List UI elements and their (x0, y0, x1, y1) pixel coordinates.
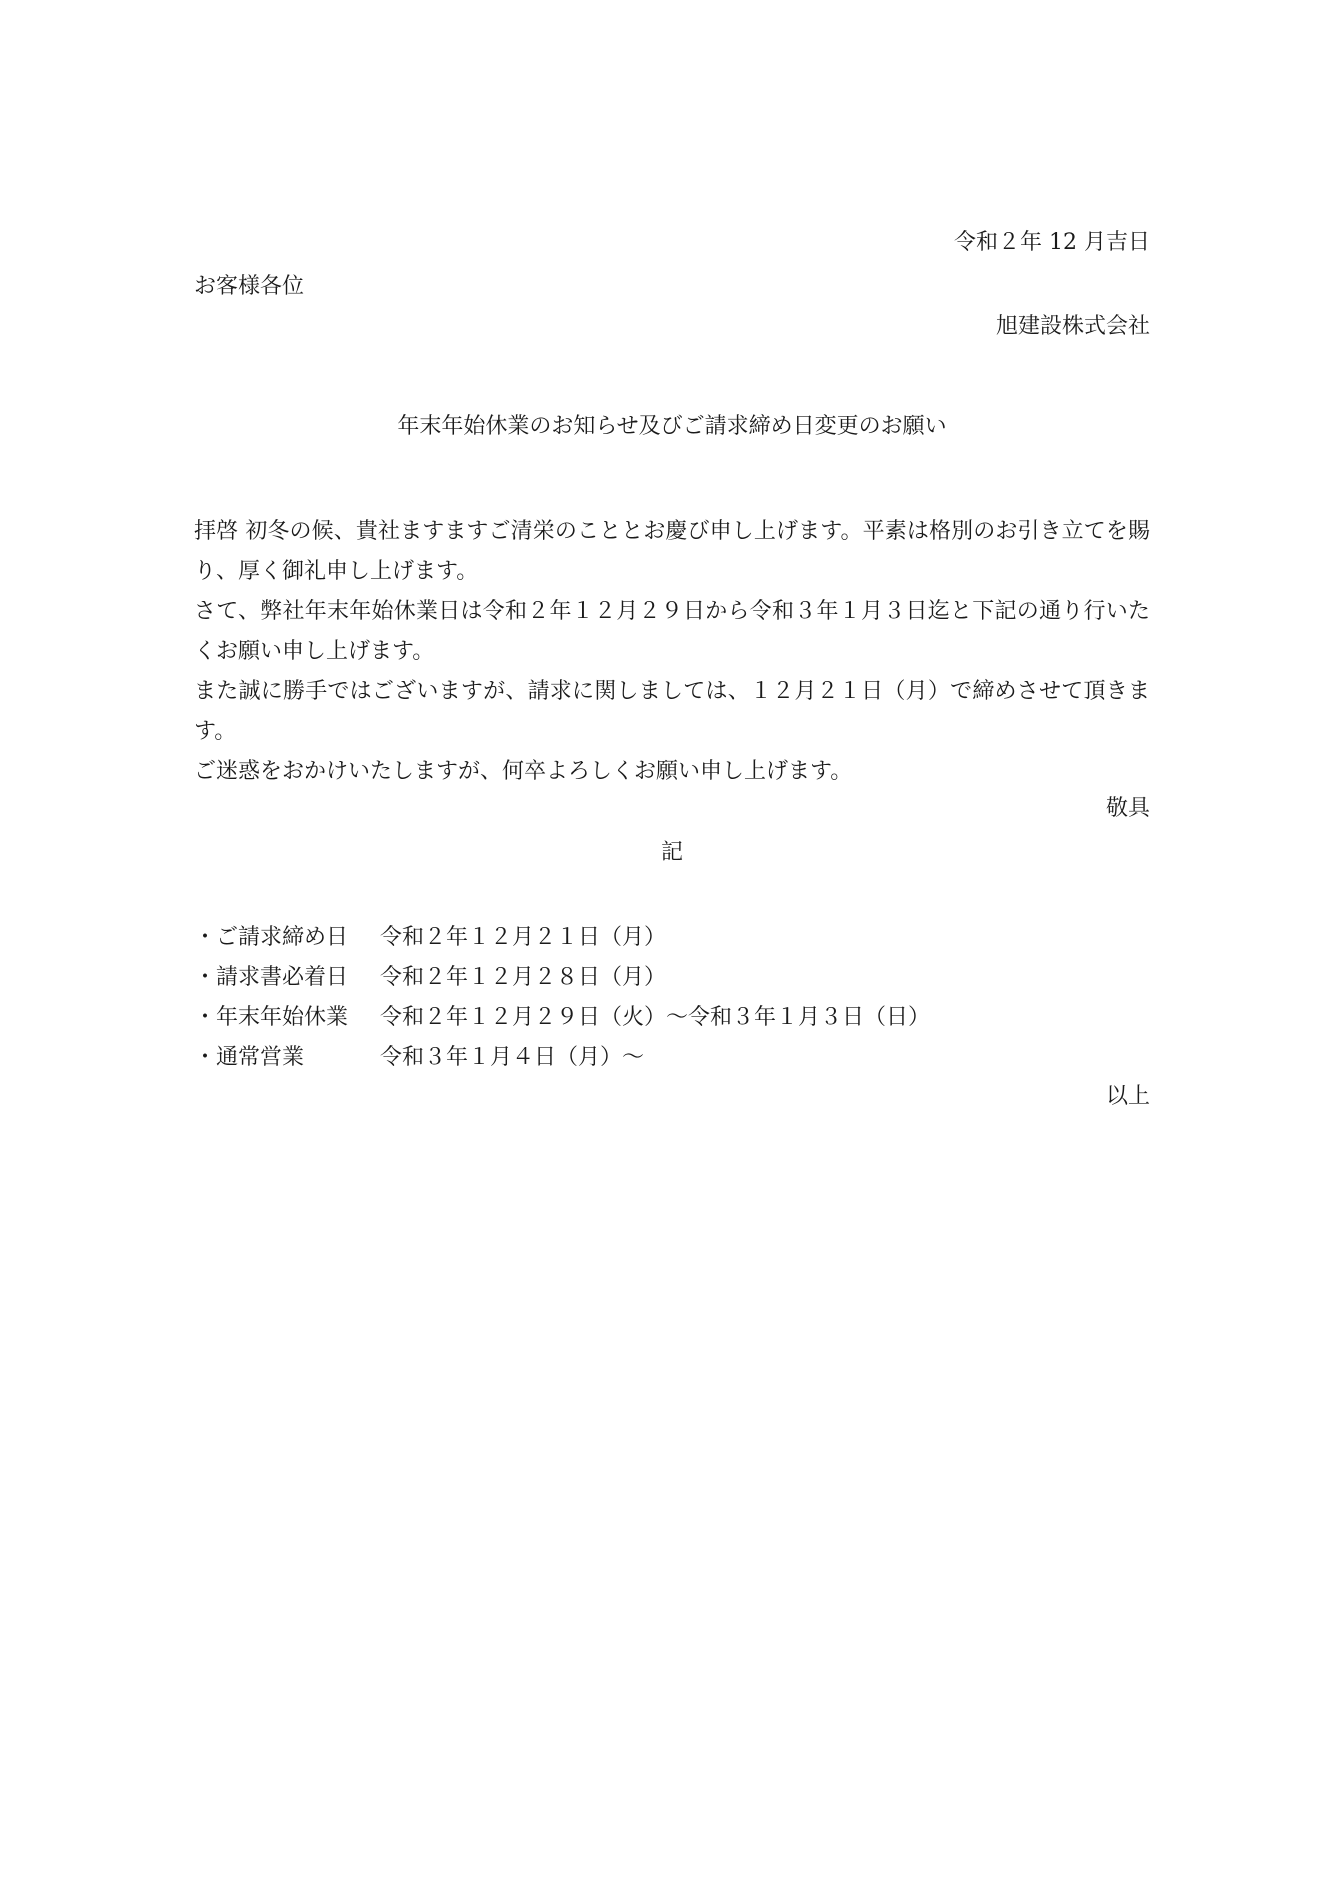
sender-company: 旭建設株式会社 (995, 314, 1150, 339)
item-label: ・請求書必着日 (194, 965, 349, 990)
closing-keigu: 敬具 (1105, 796, 1150, 821)
item-label: ・ご請求締め日 (194, 925, 349, 950)
notes-heading: 記 (660, 840, 683, 865)
recipient: お客様各位 (194, 274, 305, 299)
item-value: 令和３年１月４日（月）〜 (380, 1045, 645, 1070)
body-paragraph: また誠に勝手ではございますが、請求に関しましては、１２月２１日（月）で締めさせて頂きます。 (194, 679, 1150, 744)
item-value: 令和２年１２月２８日（月） (380, 965, 667, 990)
item-value: 令和２年１２月２９日（火）〜令和３年１月３日（日） (380, 1005, 931, 1030)
list-item (194, 1038, 1150, 1078)
notes-list (194, 918, 1150, 1078)
list-item (194, 958, 1150, 998)
item-label: ・通常営業 (194, 1045, 305, 1070)
body-paragraph: さて、弊社年末年始休業日は令和２年１２月２９日から令和３年１月３日迄と下記の通り行いたくお願い申し上げます。 (194, 599, 1150, 664)
document-date: 令和２年 12 月吉日 (954, 230, 1150, 255)
body-paragraph: 拝啓 初冬の候、貴社ますますご清栄のこととお慶び申し上げます。平素は格別のお引き立てを賜り、厚く御礼申し上げます。 (194, 519, 1150, 584)
list-item (194, 918, 1150, 958)
body-paragraph: ご迷惑をおかけいたしますが、何卒よろしくお願い申し上げます。 (194, 759, 853, 784)
item-label: ・年末年始休業 (194, 1005, 349, 1030)
list-item (194, 998, 1150, 1038)
document-title: 年末年始休業のお知らせ及びご請求締め日変更のお願い (397, 414, 947, 439)
item-value: 令和２年１２月２１日（月） (380, 925, 667, 950)
closing-ijo: 以上 (1105, 1084, 1150, 1109)
letter-body (194, 512, 1150, 792)
